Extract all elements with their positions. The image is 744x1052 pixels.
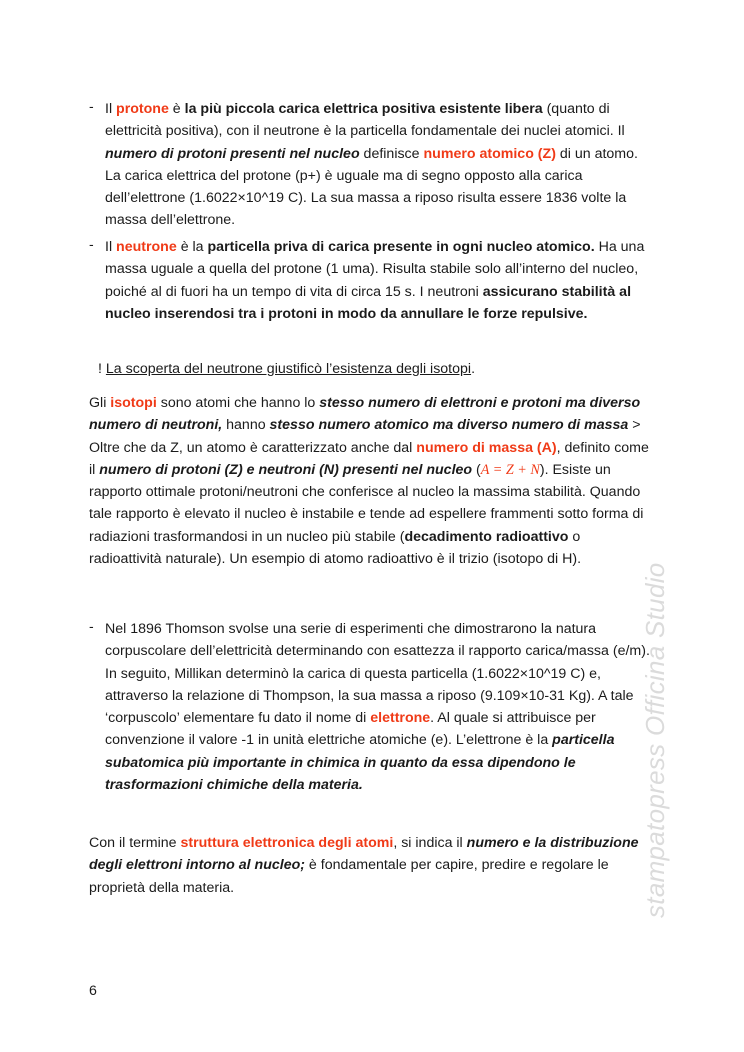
text: Il	[105, 239, 117, 255]
formula-a-z-n: A = Z + N	[480, 461, 540, 478]
note-line	[98, 358, 475, 380]
term-elettrone: elettrone	[370, 710, 431, 727]
text: è la	[176, 239, 208, 255]
bold-definition: particella priva di carica presente in ogni nucleo atomico.	[207, 239, 595, 255]
neutrone-paragraph	[105, 236, 654, 325]
bold-phrase: decadimento radioattivo	[404, 528, 569, 545]
text: sono atomi che hanno lo	[156, 395, 320, 411]
watermark: stampatopress Officina Studio	[640, 562, 670, 918]
text: o radioattività naturale). Un esempio di atomo radioattivo è il trizio (isotopo di H).	[89, 528, 582, 568]
text: ). Esiste un rapporto ottimale protoni/neutroni che conferisce al nucleo la massima stabilità. Quando tale rapporto è elevato il nucleo è instabile e tende ad espellere frammenti sotto forma di radiazioni trasformandosi in un nucleo più stabile (	[89, 461, 644, 545]
term-neutrone: neutrone	[116, 239, 177, 255]
bold-definition: la più piccola carica elettrica positiva esistente libera	[184, 101, 543, 117]
text: . Al quale si attribuisce per convenzione il valore -1 in unità elettriche atomiche (e). L’elettrone è la	[105, 710, 596, 749]
bold-italic-phrase: particella subatomica più importante in chimica in quanto da essa dipendono le trasformazioni chimiche della materia.	[105, 732, 615, 794]
text: Il	[105, 101, 117, 117]
isotopi-paragraph	[89, 392, 654, 570]
text: Con il termine	[89, 835, 181, 851]
list-dash: -	[89, 98, 94, 114]
exclamation-mark: !	[98, 361, 102, 377]
text: (	[472, 461, 481, 478]
page-number: 6	[89, 983, 97, 999]
bold-italic-phrase: stesso numero atomico ma diverso numero di massa	[269, 417, 629, 434]
bold-italic-phrase: numero di protoni (Z) e neutroni (N) presenti nel nucleo	[99, 461, 473, 478]
text: Ha una massa uguale a quella del protone (1 uma). Risulta stabile solo all’interno del nucleo, poiché al di fuori ha un tempo di vita di circa 15 s. I neutroni	[105, 239, 645, 300]
term-numero-atomico: numero atomico (Z)	[423, 145, 556, 162]
text: , definito come il	[89, 439, 649, 478]
list-dash: -	[89, 236, 94, 252]
text: (quanto di elettricità positiva), con il neutrone è la particella fondamentale dei nuclei atomici. Il	[105, 101, 625, 140]
term-isotopi: isotopi	[110, 395, 157, 411]
thomson-paragraph	[105, 618, 654, 796]
list-item-neutrone	[89, 236, 654, 325]
list-item-protone	[89, 98, 654, 232]
protone-paragraph	[105, 98, 654, 232]
text: è	[168, 101, 185, 117]
term-struttura-elettronica: struttura elettronica degli atomi	[180, 835, 394, 851]
term-protone: protone	[116, 101, 169, 117]
note-text: La scoperta del neutrone giustificò l’esistenza degli isotopi	[105, 361, 472, 377]
text: hanno	[222, 417, 270, 434]
text: Nel 1896 Thomson svolse una serie di esperimenti che dimostrarono la natura corpuscolare dell’elettricità determinando con esattezza il rapporto carica/massa (e/m). In seguito, Millikan determinò la carica di questa particella (1.6022×10^19 C) e, attraverso la relazione di Thompson, la sua massa a riposo (9.109×10-31 Kg). A tale ‘corpuscolo’ elementare fu dato il nome di	[105, 621, 650, 727]
bold-italic-phrase: stesso numero di elettroni e protoni ma diverso numero di neutroni,	[89, 395, 641, 434]
term-numero-di-massa: numero di massa (A)	[416, 439, 557, 456]
text: Gli	[89, 395, 111, 411]
bold-phrase: assicurano stabilità al nucleo inserendosi tra i protoni in modo da annullare le forze repulsive.	[105, 283, 632, 322]
text: è fondamentale per capire, predire e regolare le proprietà della materia.	[89, 857, 609, 896]
text: , si indica il	[393, 835, 467, 851]
struttura-paragraph	[89, 832, 654, 899]
text: definisce	[359, 145, 424, 162]
list-item-thomson	[89, 618, 654, 796]
list-dash: -	[89, 618, 94, 634]
note-end: .	[471, 361, 476, 377]
text: > Oltre che da Z, un atomo è caratterizzato anche dal	[89, 417, 641, 456]
bold-italic-phrase: numero e la distribuzione degli elettroni intorno al nucleo;	[89, 835, 639, 874]
text: di un atomo. La carica elettrica del protone (p+) è uguale ma di segno opposto alla carica dell’elettrone (1.6022×10^19 C). La sua massa a riposo risulta essere 1836 volte la massa dell’elettrone.	[105, 145, 638, 229]
bold-italic-phrase: numero di protoni presenti nel nucleo	[105, 145, 360, 162]
